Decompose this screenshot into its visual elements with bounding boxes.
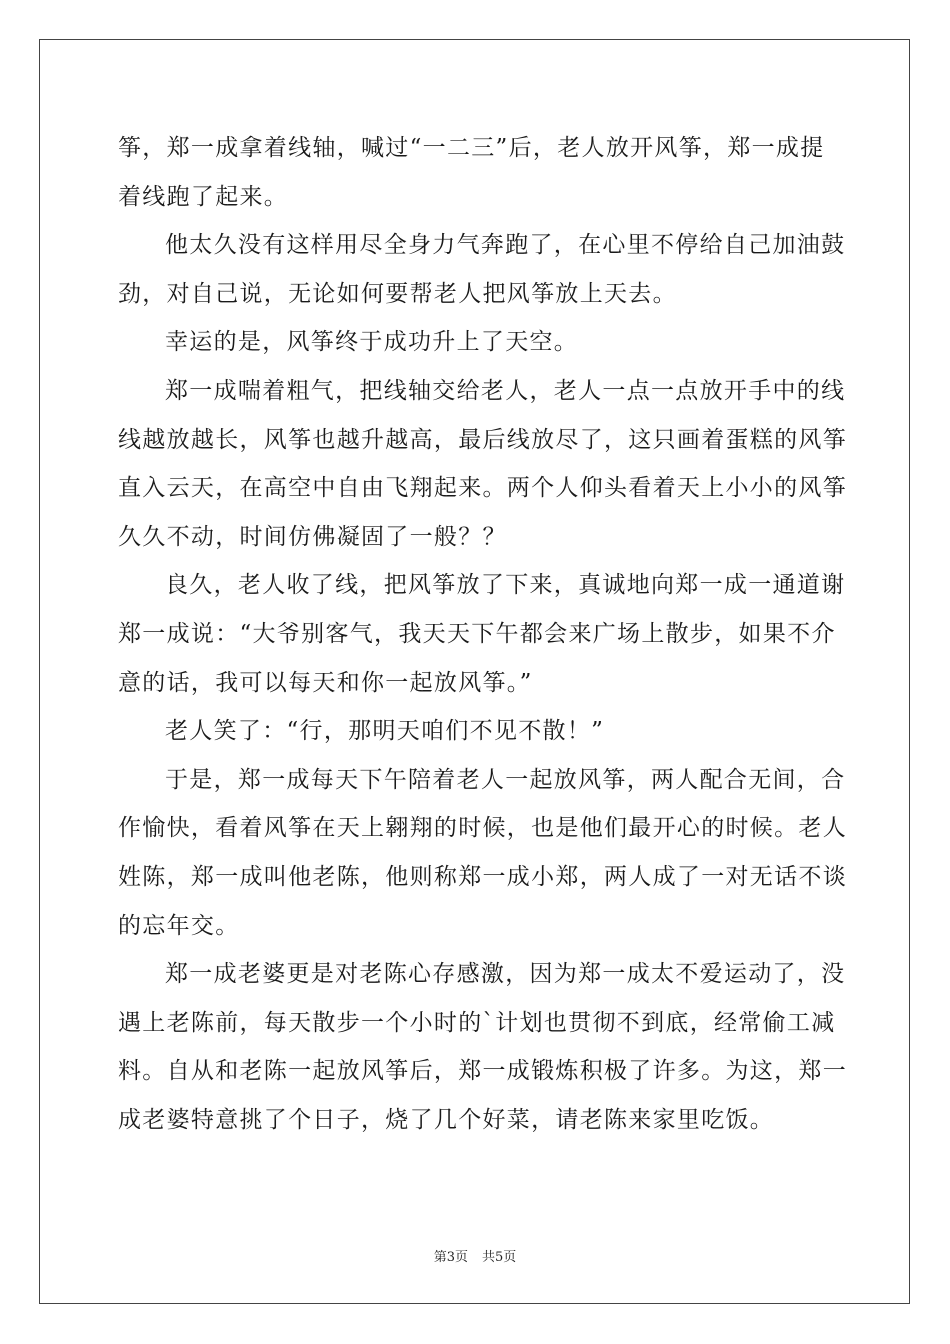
page-footer: [0, 1246, 950, 1265]
text-line: 遇上老陈前，每天散步一个小时的`计划也贯彻不到底，经常偷工减: [118, 1009, 836, 1036]
text-line: 着线跑了起来。: [118, 183, 289, 210]
text-line: 筝，郑一成拿着线轴，喊过“一二三”后，老人放开风筝，郑一成提: [118, 135, 825, 161]
text-line: 成老婆特意挑了个日子，烧了几个好菜，请老陈来家里吃饭。: [118, 1106, 775, 1133]
total-pages-label: 共5页: [482, 1250, 517, 1265]
text-line: 于是，郑一成每天下午陪着老人一起放风筝，两人配合无间，合: [165, 766, 846, 793]
text-line: 郑一成说：“大爷别客气，我天天下午都会来广场上散步，如果不介: [118, 620, 836, 647]
text-line: 老人笑了：“行，那明天咱们不见不散！”: [165, 718, 605, 745]
current-page-label: 第3页: [433, 1250, 468, 1265]
text-line: 直入云天，在高空中自由飞翔起来。两个人仰头看着天上小小的风筝: [118, 475, 847, 502]
text-line: 劲，对自己说，无论如何要帮老人把风筝放上天去。: [118, 280, 677, 307]
document-body: [118, 124, 847, 1144]
text-line: 幸运的是，风筝终于成功升上了天空。: [165, 329, 579, 356]
text-line: 作愉快，看着风筝在天上翱翔的时候，也是他们最开心的时候。老人: [118, 815, 847, 842]
text-line: 意的话，我可以每天和你一起放风筝。”: [118, 669, 533, 696]
text-line: 他太久没有这样用尽全身力气奔跑了，在心里不停给自己加油鼓: [165, 232, 846, 259]
text-line: 郑一成喘着粗气，把线轴交给老人，老人一点一点放开手中的线: [165, 377, 846, 404]
text-line: 久久不动，时间仿佛凝固了一般？？: [118, 523, 507, 550]
text-line: 料。自从和老陈一起放风筝后，郑一成锻炼积极了许多。为这，郑一: [118, 1058, 847, 1085]
text-line: 良久，老人收了线，把风筝放了下来，真诚地向郑一成一通道谢: [165, 572, 846, 599]
text-line: 的忘年交。: [118, 912, 240, 939]
text-line: 郑一成老婆更是对老陈心存感激，因为郑一成太不爱运动了，没: [165, 961, 846, 988]
text-line: 线越放越长，风筝也越升越高，最后线放尽了，这只画着蛋糕的风筝: [118, 426, 847, 453]
text-line: 姓陈，郑一成叫他老陈，他则称郑一成小郑，两人成了一对无话不谈: [118, 863, 847, 890]
